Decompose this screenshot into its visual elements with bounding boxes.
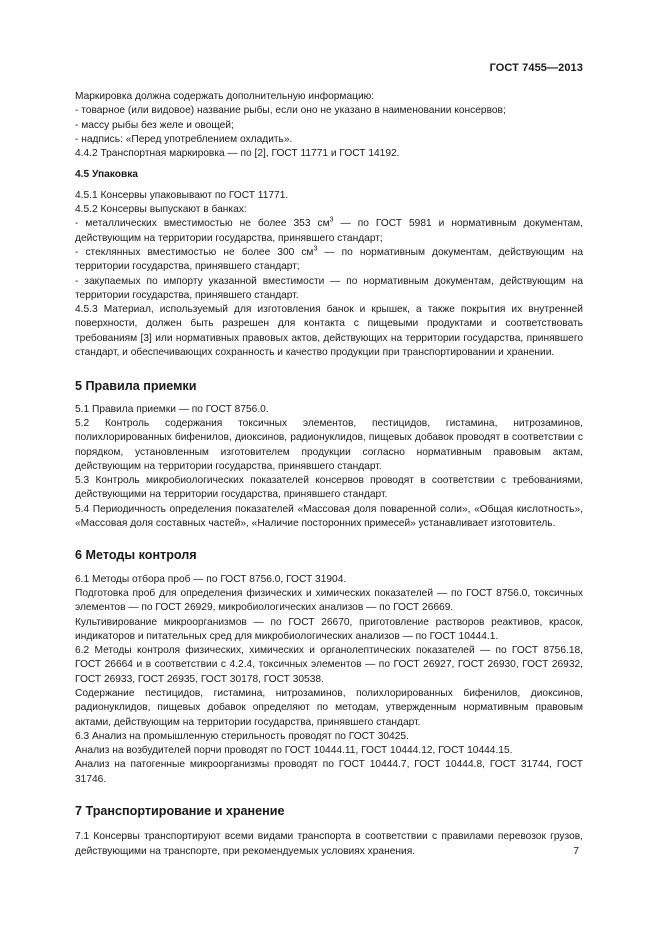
- packaging-p4: - стеклянных вместимостью не более 300 $см^3$ — по нормативным документам, действующим на территории государства, принявшего стандарт;: [75, 245, 583, 273]
- packaging-p6: 4.5.3 Материал, используемый для изготовления банок и крышек, а также покрытия их внутренней поверхности, должен быть разрешен для контакта с пищевыми продуктами и соответствовать требованиям [3] или нормативных правовых актов, действующих на территории государства, принявшего стандарт, и обеспечивающих сохранность и качество продукции при транспортировании и хранении.: [75, 304, 583, 359]
- marking-intro: Маркировка должна содержать дополнительную информацию:: [75, 91, 375, 102]
- marking-item-name: - товарное (или видовое) название рыбы, если оно не указано в наименовании консервов;: [75, 105, 506, 117]
- transport-p1: 7.1 Консервы транспортируют всеми видами транспорта в соответствии с правилами перевозок грузов, действующими на транспорте, при рекомендуемых условиях хранения.: [75, 831, 583, 857]
- methods-p3: Культивирование микроорганизмов — по ГОСТ 26670, приготовление растворов реактивов, красок, индикаторов и питательных сред для микробиологических анализов — по ГОСТ 10444.1.: [75, 616, 583, 642]
- methods-p1: 6.1 Методы отбора проб — по ГОСТ 8756.0, ГОСТ 31904.: [75, 573, 347, 585]
- methods-p2: Подготовка проб для определения физических и химических показателей — по ГОСТ 8756.0, токсичных элементов — по ГОСТ 26929, микробиологических анализов — по ГОСТ 26669.: [75, 587, 583, 614]
- subsection-heading-packaging: 4.5 Упаковка: [75, 169, 138, 181]
- packaging-p1: 4.5.1 Консервы упаковывают по ГОСТ 11771.: [75, 189, 289, 201]
- methods-p6: 6.3 Анализ на промышленную стерильность проводят по ГОСТ 30425.: [75, 730, 409, 742]
- document-body: [75, 90, 583, 859]
- packaging-p2: 4.5.2 Консервы выпускают в банках:: [75, 204, 247, 216]
- acceptance-p1: 5.1 Правила приемки — по ГОСТ 8756.0.: [75, 403, 269, 415]
- acceptance-p3: 5.3 Контроль микробиологических показателей консервов проводят в соответствии с требованиями, действующими на территории государства, принявшего стандарт.: [75, 475, 583, 501]
- document-code-header: ГОСТ 7455—2013: [489, 62, 583, 74]
- methods-p7: Анализ на возбудителей порчи проводят по ГОСТ 10444.11, ГОСТ 10444.12, ГОСТ 10444.15.: [75, 745, 513, 757]
- methods-p8: Анализ на патогенные микроорганизмы проводят по ГОСТ 10444.7, ГОСТ 10444.8, ГОСТ 31744, ГОСТ 31746.: [75, 759, 583, 785]
- methods-p4: 6.2 Методы контроля физических, химических и органолептических показателей — по ГОСТ 8756.18, ГОСТ 26664 и в соответствии с 4.2.4, токсичных элементов — по ГОСТ 26927, ГОСТ 26930, ГОСТ 26932, ГОСТ 26933, ГОСТ 26935, ГОСТ 30178, ГОСТ 30538.: [75, 645, 583, 685]
- methods-p5: Содержание пестицидов, гистамина, нитрозаминов, полихлорированных бифенилов, диоксинов, радионуклидов, пищевых добавок определяют по методам, утвержденным нормативным правовым актами, действующим на территории государства, принявшего стандарт.: [75, 687, 583, 728]
- section-heading-methods: 6 Методы контроля: [75, 548, 197, 563]
- page-number: 7: [573, 846, 579, 857]
- section-heading-acceptance: 5 Правила приемки: [75, 379, 197, 394]
- acceptance-p2: 5.2 Контроль содержания токсичных элементов, пестицидов, гистамина, нитрозаминов, полихлорированных бифенилов, диоксинов, радионуклидов, пищевых добавок проводят в соответствии с порядком, установленным изготовителем продукции согласно нормативным правовым актам, действующим на территории государства, принявшего стандарт.: [75, 417, 583, 472]
- acceptance-p4: 5.4 Периодичность определения показателей «Массовая доля поваренной соли», «Общая кислотность», «Массовая доля составных частей», «Наличие посторонних примесей» устанавливает изготовитель.: [75, 503, 583, 530]
- marking-item-mass: - массу рыбы без желе и овощей;: [75, 119, 234, 131]
- packaging-p3: - металлических вместимостью не более 353 $см^3$ — по ГОСТ 5981 и нормативным документам, действующим на территории государства, принявшего стандарт;: [75, 216, 583, 244]
- marking-item-label: - надпись: «Перед употреблением охладить».: [75, 133, 293, 145]
- section-heading-transport: 7 Транспортирование и хранение: [75, 804, 285, 819]
- packaging-p5: - закупаемых по импорту указанной вместимости — по нормативным документам, действующим на территории государства, принявшего стандарт.: [75, 275, 583, 301]
- transport-marking: 4.4.2 Транспортная маркировка — по [2], ГОСТ 11771 и ГОСТ 14192.: [75, 148, 400, 160]
